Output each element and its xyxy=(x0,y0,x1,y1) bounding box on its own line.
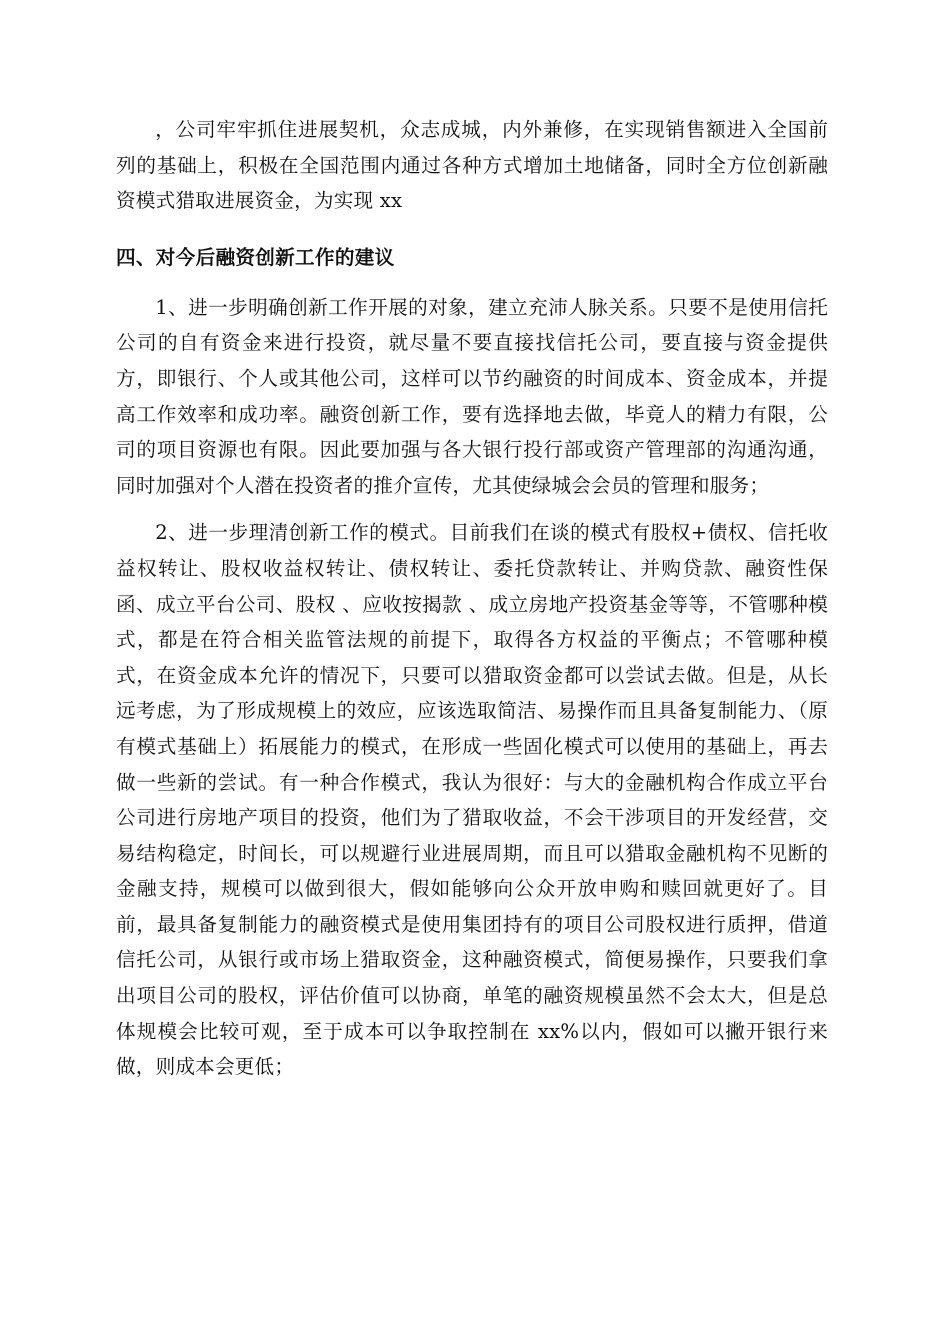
paragraph-2: 2、进一步理清创新工作的模式。目前我们在谈的模式有股权+债权、信托收益权转让、股权收益权转让、债权转让、委托贷款转让、并购贷款、融资性保函、成立平台公司、股权 、应收按揭款 、成立房地产投资基金等等，不管哪种模式，都是在符合相关监管法规的前提下，取得各方权益的平衡点；不管哪种模式，在资金成本允许的情况下，只要可以猎取资金都可以尝试去做。但是，从长远考虑，为了形成规模上的效应，应该选取简洁、易操作而且具备复制能力、（原有模式基础上）拓展能力的模式，在形成一些固化模式可以使用的基础上，再去做一些新的尝试。有一种合作模式，我认为很好：与大的金融机构合作成立平台公司进行房地产项目的投资，他们为了猎取收益，不会干涉项目的开发经营，交易结构稳定，时间长，可以规避行业进展周期，而且可以猎取金融机构不见断的金融支持，规模可以做到很大，假如能够向公众开放申购和赎回就更好了。目前，最具备复制能力的融资模式是使用集团持有的项目公司股权进行质押，借道信托公司，从银行或市场上猎取资金，这种融资模式，简便易操作，只要我们拿出项目公司的股权，评估价值可以协商，单笔的融资规模虽然不会太大，但是总体规模会比较可观，至于成本可以争取控制在 xx%以内，假如可以撇开银行来做，则成本会更低； xyxy=(116,521,828,1079)
paragraph-1: 1、进一步明确创新工作开展的对象，建立充沛人脉关系。只要不是使用信托公司的自有资金来进行投资，就尽量不要直接找信托公司，要直接与资金提供方，即银行、个人或其他公司，这样可以节约融资的时间成本、资金成本，并提高工作效率和成功率。融资创新工作，要有选择地去做，毕竟人的精力有限，公司的项目资源也有限。因此要加强与各大银行投行部或资产管理部的沟通沟通，同时加强对个人潜在投资者的推介宣传，尤其使绿城会会员的管理和服务； xyxy=(116,295,828,497)
section-heading: 四、对今后融资创新工作的建议 xyxy=(116,245,395,269)
intro-paragraph: ，公司牢牢抓住进展契机，众志成城，内外兼修，在实现销售额进入全国前列的基础上，积极在全国范围内通过各种方式增加土地储备，同时全方位创新融资模式猎取进展资金，为实现 xx xyxy=(116,118,828,213)
document-body xyxy=(116,112,828,1085)
